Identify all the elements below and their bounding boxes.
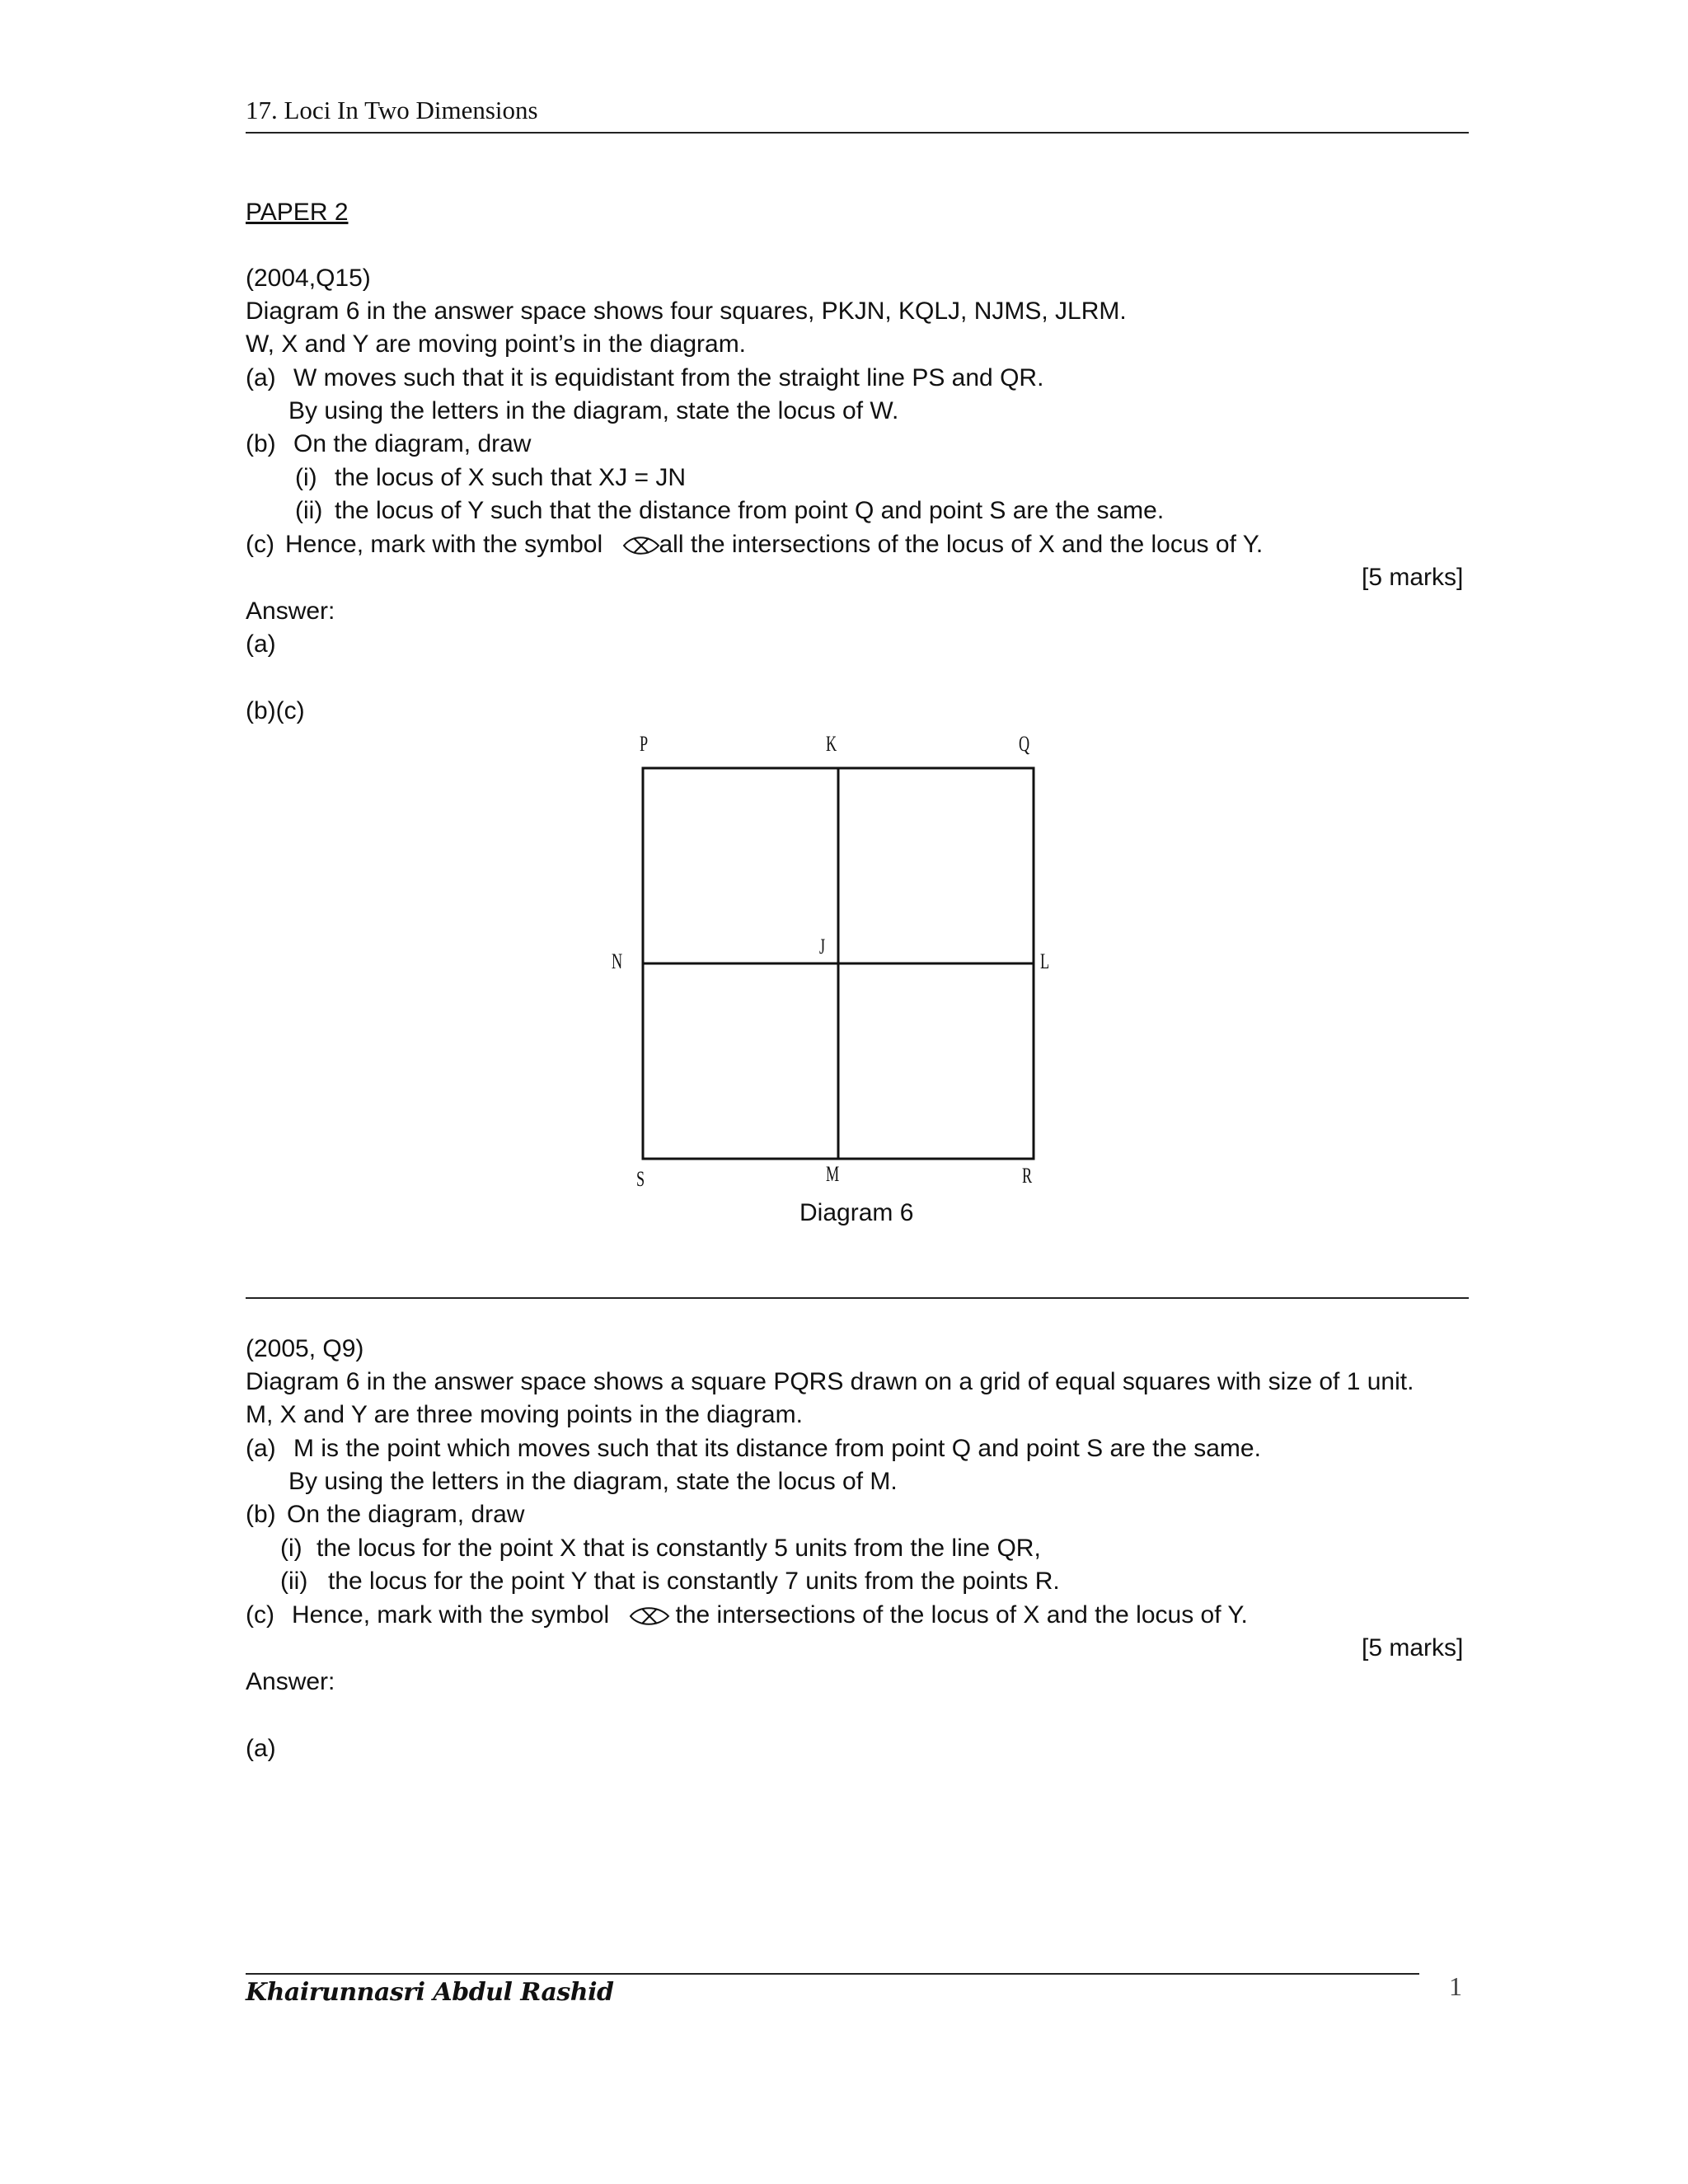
subpart-text: the locus of X such that XJ = JN	[335, 464, 687, 491]
part-text: M is the point which moves such that its distance from point Q and point S are the same.	[293, 1435, 1261, 1462]
question-intro-line: W, X and Y are moving point’s in the diagram.	[246, 330, 747, 358]
subpart-label: (ii)	[280, 1568, 308, 1595]
subpart-label: (i)	[280, 1535, 302, 1562]
answer-label: Answer:	[246, 598, 335, 625]
vertex-label-m: M	[826, 1162, 840, 1186]
part-label: (c)	[246, 1601, 274, 1629]
part-label: (a)	[246, 1435, 276, 1462]
part-label: (c)	[246, 531, 274, 558]
footer-rule	[246, 1973, 1419, 1975]
part-label: (a)	[246, 364, 276, 391]
diagram-caption: Diagram 6	[799, 1199, 914, 1226]
subpart-text: the locus for the point Y that is constantly 7 units from the points R.	[328, 1568, 1060, 1595]
question-ref: (2005, Q9)	[246, 1335, 364, 1362]
answer-part-label: (a)	[246, 630, 276, 658]
vertex-label-l: L	[1040, 949, 1050, 973]
question-ref: (2004,Q15)	[246, 265, 371, 292]
subpart-text: the locus of Y such that the distance from point Q and point S are the same.	[335, 497, 1165, 524]
part-text: On the diagram, draw	[287, 1501, 525, 1528]
vertex-label-n: N	[612, 949, 623, 973]
vertex-label-k: K	[826, 732, 837, 756]
vertex-label-q: Q	[1019, 732, 1030, 756]
answer-label: Answer:	[246, 1668, 335, 1695]
question-intro-line: Diagram 6 in the answer space shows four squares, PKJN, KQLJ, NJMS, JLRM.	[246, 298, 1127, 325]
intersection-symbol-icon	[627, 1604, 672, 1629]
answer-part-label: (a)	[246, 1735, 276, 1762]
part-text: By using the letters in the diagram, state the locus of M.	[288, 1468, 898, 1495]
part-text-after: the intersections of the locus of X and the locus of Y.	[675, 1601, 1248, 1629]
part-text: W moves such that it is equidistant from the straight line PS and QR.	[293, 364, 1044, 391]
marks-label: [5 marks]	[1362, 564, 1464, 591]
page-number: 1	[1449, 1971, 1462, 2001]
question-intro-line: M, X and Y are three moving points in the diagram.	[246, 1401, 803, 1428]
intersection-symbol-icon	[621, 533, 662, 558]
vertex-label-s: S	[636, 1167, 645, 1191]
vertex-label-j: J	[819, 935, 826, 958]
subpart-label: (ii)	[295, 497, 323, 524]
header-title: 17. Loci In Two Dimensions	[246, 96, 538, 124]
part-label: (b)	[246, 430, 276, 457]
diagram-6	[641, 766, 1037, 1162]
subpart-label: (i)	[295, 464, 317, 491]
marks-label: [5 marks]	[1362, 1634, 1464, 1661]
section-divider	[246, 1297, 1469, 1299]
part-text-before: Hence, mark with the symbol	[292, 1601, 610, 1629]
part-text	[285, 528, 1263, 561]
vertex-label-p: P	[640, 732, 649, 756]
question-intro-line: Diagram 6 in the answer space shows a square PQRS drawn on a grid of equal squares with size of 1 unit.	[246, 1368, 1414, 1395]
part-text-before: Hence, mark with the symbol	[285, 531, 603, 558]
header-rule	[246, 132, 1469, 134]
part-text-after: all the intersections of the locus of X and the locus of Y.	[659, 531, 1264, 558]
section-title: PAPER 2	[246, 199, 349, 226]
answer-part-label: (b)(c)	[246, 697, 305, 724]
subpart-text: the locus for the point X that is constantly 5 units from the line QR,	[316, 1535, 1041, 1562]
part-text: On the diagram, draw	[293, 430, 532, 457]
part-label: (b)	[246, 1501, 276, 1528]
part-text: By using the letters in the diagram, state the locus of W.	[288, 397, 899, 424]
footer-author: Khairunnasri Abdul Rashid	[246, 1978, 614, 2007]
part-text	[292, 1599, 1248, 1632]
vertex-label-r: R	[1022, 1164, 1033, 1188]
